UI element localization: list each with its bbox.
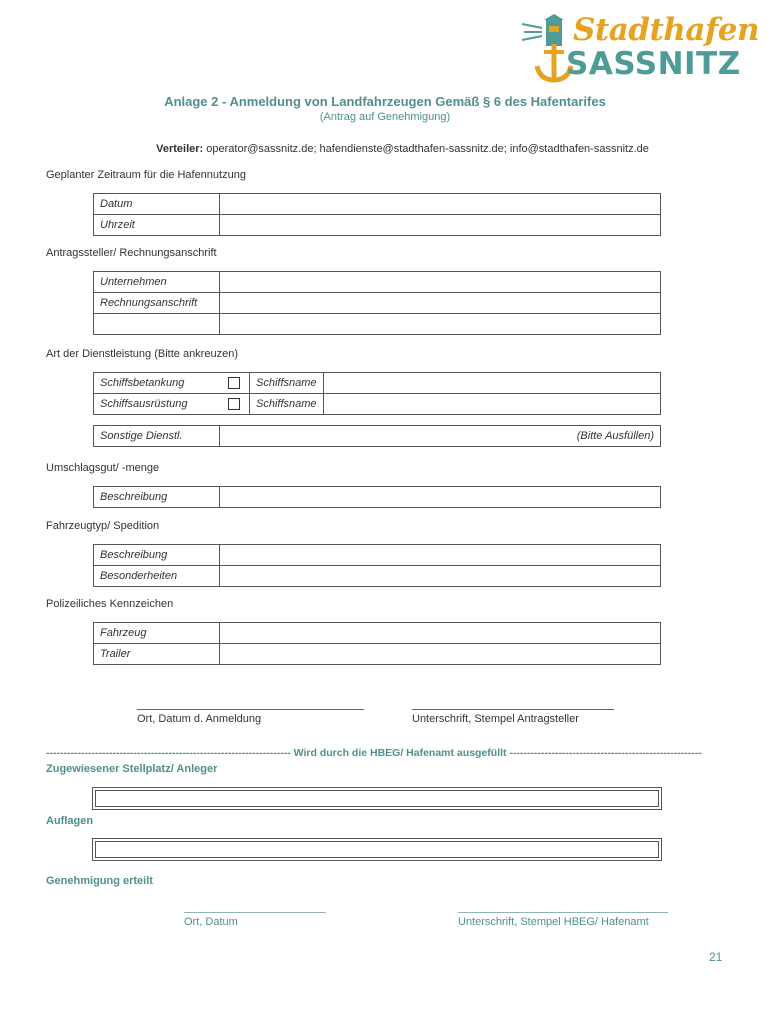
table-row <box>94 215 661 236</box>
fahrzeug-kennzeichen-field[interactable] <box>220 623 661 644</box>
table-row <box>94 373 661 394</box>
besonderheiten-field[interactable] <box>220 566 661 587</box>
fahrzeug-label: Fahrzeug <box>94 623 220 644</box>
table-row <box>94 545 661 566</box>
hbeg-signature-ort-datum[interactable]: Ort, Datum <box>184 912 326 928</box>
page-subtitle: (Antrag auf Genehmigung) <box>319 111 451 123</box>
genehmigung-label: Genehmigung erteilt <box>46 875 153 887</box>
verteiler-line <box>0 143 770 155</box>
schiffsname-field[interactable] <box>323 394 660 415</box>
sonstige-field[interactable] <box>220 426 661 447</box>
umschlag-beschreibung-label: Beschreibung <box>94 487 220 508</box>
table-row <box>94 426 661 447</box>
trailer-label: Trailer <box>94 644 220 665</box>
verteiler-emails: operator@sassnitz.de; hafendienste@stadthafen-sassnitz.de; info@stadthafen-sassnitz.de <box>206 143 649 155</box>
logo-text-sassnitz: SASSNITZ <box>566 46 741 82</box>
sonstige-hint: (Bitte Ausfüllen) <box>576 430 654 442</box>
auflagen-field[interactable] <box>92 838 662 861</box>
table-row <box>94 394 661 415</box>
table-row <box>94 314 661 335</box>
stellplatz-label: Zugewiesener Stellplatz/ Anleger <box>46 763 218 775</box>
section-dienstleistung-title: Art der Dienstleistung (Bitte ankreuzen) <box>46 348 238 360</box>
unternehmen-label: Unternehmen <box>94 272 220 293</box>
extra-label <box>94 314 220 335</box>
extra-address-field[interactable] <box>220 314 661 335</box>
page-number: 21 <box>709 950 723 964</box>
table-row <box>94 487 661 508</box>
unternehmen-field[interactable] <box>220 272 661 293</box>
fahrzeug-table <box>93 544 661 587</box>
hbeg-divider: ---------------------------------------------------------------------- Wird durch die HBEG/ Hafenamt ausgefüllt ------------------------------------------------------- <box>46 747 702 759</box>
sonstige-table <box>93 425 661 447</box>
section-fahrzeug-title: Fahrzeugtyp/ Spedition <box>46 520 160 532</box>
uhrzeit-label: Uhrzeit <box>94 215 220 236</box>
sonstige-label: Sonstige Dienstl. <box>94 426 220 447</box>
schiffsname-label: Schiffsname <box>250 373 324 394</box>
section-umschlag-title: Umschlagsgut/ -menge <box>46 462 160 474</box>
rechnungsanschrift-label: Rechnungsanschrift <box>94 293 220 314</box>
kennzeichen-table <box>93 622 661 665</box>
table-row <box>94 194 661 215</box>
auflagen-label: Auflagen <box>46 815 94 827</box>
umschlag-beschreibung-field[interactable] <box>220 487 661 508</box>
hbeg-signature-stempel[interactable]: Unterschrift, Stempel HBEG/ Hafenamt <box>458 912 668 928</box>
uhrzeit-field[interactable] <box>220 215 661 236</box>
rechnungsanschrift-field[interactable] <box>220 293 661 314</box>
datum-label: Datum <box>94 194 220 215</box>
section-zeitraum-title: Geplanter Zeitraum für die Hafennutzung <box>46 169 246 181</box>
table-row <box>94 272 661 293</box>
schiffsbetankung-cell <box>219 373 250 394</box>
umschlag-table <box>93 486 661 508</box>
schiffsname-label: Schiffsname <box>250 394 324 415</box>
page-title: Anlage 2 - Anmeldung von Landfahrzeugen Gemäß § 6 des Hafentarifes <box>164 94 606 109</box>
trailer-kennzeichen-field[interactable] <box>220 644 661 665</box>
dienstleistung-table <box>93 372 661 415</box>
fahrzeug-beschreibung-label: Beschreibung <box>94 545 220 566</box>
schiffsname-field[interactable] <box>323 373 660 394</box>
antragsteller-table <box>93 271 661 335</box>
section-antragsteller-title: Antragssteller/ Rechnungsanschrift <box>46 247 217 259</box>
table-row <box>94 623 661 644</box>
signature-ort-datum[interactable]: Ort, Datum d. Anmeldung <box>137 709 364 725</box>
table-row <box>94 293 661 314</box>
verteiler-label: Verteiler: <box>156 143 204 155</box>
schiffsbetankung-label: Schiffsbetankung <box>94 373 220 394</box>
section-kennzeichen-title: Polizeiliches Kennzeichen <box>46 598 174 610</box>
table-row <box>94 644 661 665</box>
datum-field[interactable] <box>220 194 661 215</box>
schiffsbetankung-checkbox[interactable] <box>228 377 240 389</box>
zeitraum-table <box>93 193 661 236</box>
schiffsausruestung-label: Schiffsausrüstung <box>94 394 220 415</box>
table-row <box>94 566 661 587</box>
schiffsausruestung-cell <box>219 394 250 415</box>
schiffsausruestung-checkbox[interactable] <box>228 398 240 410</box>
logo-text-stadthafen: Stadthafen <box>573 12 760 48</box>
signature-antragsteller[interactable]: Unterschrift, Stempel Antragsteller <box>412 709 614 725</box>
fahrzeug-beschreibung-field[interactable] <box>220 545 661 566</box>
stellplatz-field[interactable] <box>92 787 662 810</box>
besonderheiten-label: Besonderheiten <box>94 566 220 587</box>
